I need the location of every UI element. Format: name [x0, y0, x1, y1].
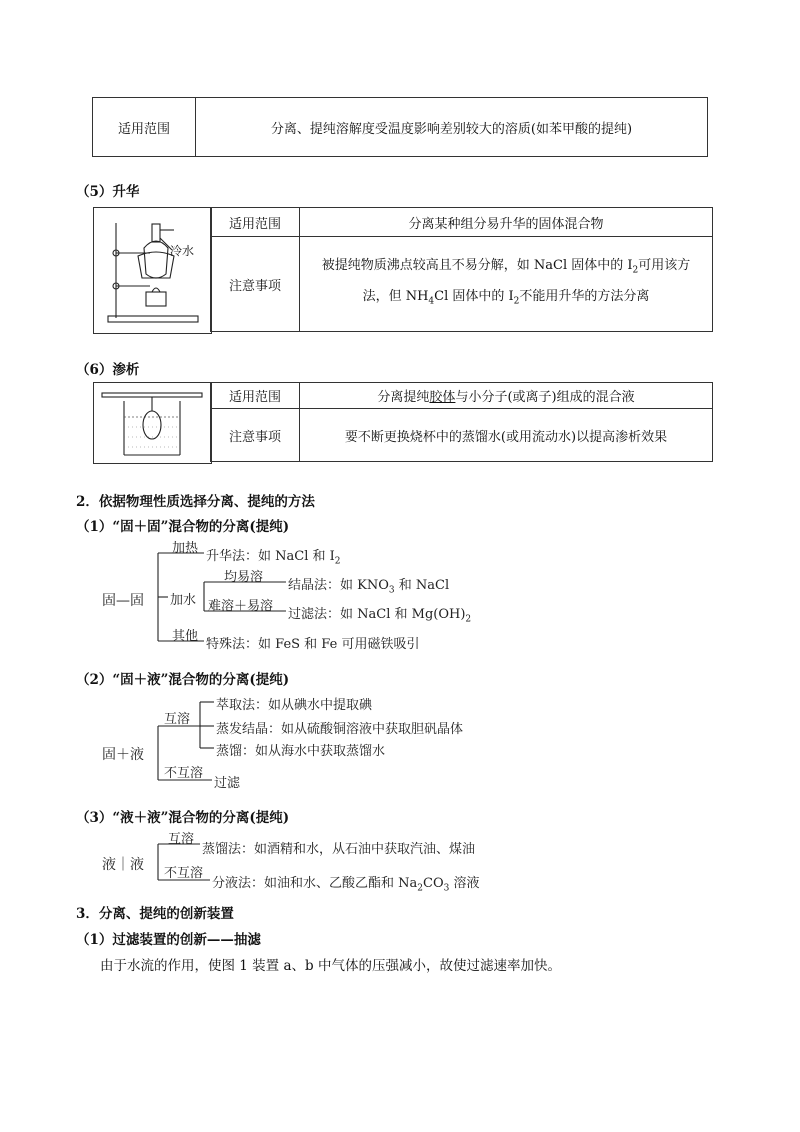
table-label-notes: 注意事项 [211, 237, 300, 332]
dialysis-apparatus-frame [93, 382, 212, 464]
table-content-notes: 要不断更换烧杯中的蒸馏水(或用流动水)以提高渗析效果 [300, 409, 713, 462]
root-solid-liquid: 固＋液 [102, 747, 144, 763]
text-distillation: 蒸馏：如从海水中获取蒸馏水 [216, 744, 386, 759]
sublimation-apparatus-icon [94, 208, 211, 333]
cond-miscible: 互溶 [164, 712, 191, 727]
cond-heat: 加热 [172, 541, 199, 556]
diagram-liquid-liquid [96, 828, 536, 894]
diagram-solid-liquid [96, 690, 536, 798]
table-label-notes: 注意事项 [211, 409, 300, 462]
table-content-scope: 分离提纯胶体与小分子(或离子)组成的混合液 [300, 383, 713, 409]
dialysis-apparatus-icon [94, 383, 211, 463]
table-label-scope: 适用范围 [211, 383, 300, 409]
root-solid-solid: 固—固 [102, 593, 144, 609]
table-content-scope: 分离某种组分易升华的固体混合物 [300, 208, 713, 237]
subheading-liquid-liquid: （3）“液＋液”混合物的分离(提纯) [76, 810, 290, 826]
cond-add-water: 加水 [170, 593, 197, 608]
text-extraction: 萃取法：如从碘水中提取碘 [216, 698, 373, 713]
text-sublimation-method: 升华法：如 NaCl 和 $I_2$ [206, 549, 341, 567]
table-content-notes: 被提纯物质沸点较高且不易分解，如 NaCl 固体中的 $I_2$可用该方 法，但 $NH_4Cl$ 固体中的 $I_2$不能用升华的方法分离 [300, 237, 713, 332]
subheading-solid-solid: （1）“固＋固”混合物的分离(提纯) [76, 519, 290, 535]
subheading-suction-filtration: （1）过滤装置的创新——抽滤 [76, 932, 261, 948]
cond-miscible: 互溶 [168, 832, 195, 847]
table-sublimation [210, 207, 713, 332]
text-evaporation-crystallization: 蒸发结晶：如从硫酸铜溶液中获取胆矾晶体 [216, 722, 464, 737]
text-crystallization-method: 结晶法：如 $KNO_3$ 和 NaCl [288, 578, 450, 596]
text-filtration-method: 过滤法：如 NaCl 和 $Mg(OH)_2$ [288, 607, 472, 625]
table-label-scope: 适用范围 [211, 208, 300, 237]
section-2-heading: 2．依据物理性质选择分离、提纯的方法 [76, 494, 315, 510]
table-content-scope: 分离、提纯溶解度受温度影响差别较大的溶质(如苯甲酸的提纯) [196, 98, 708, 157]
heading-sublimation: （5）升华 [76, 184, 140, 200]
cond-immiscible: 不互溶 [164, 766, 204, 781]
text-distillation-method: 蒸馏法：如酒精和水，从石油中获取汽油、煤油 [202, 842, 476, 857]
text-filtration: 过滤 [214, 776, 241, 791]
heading-dialysis: （6）渗析 [76, 362, 140, 378]
sublimation-apparatus-frame [93, 207, 212, 334]
section-3-heading: 3．分离、提纯的创新装置 [76, 906, 234, 922]
cold-water-label: 冷水 [170, 244, 195, 258]
paragraph-suction-filtration: 由于水流的作用，使图 1 装置 a、b 中气体的压强减小，故使过滤速率加快。 [100, 958, 561, 974]
text-special-method: 特殊法：如 FeS 和 Fe 可用磁铁吸引 [206, 637, 420, 652]
subheading-solid-liquid: （2）“固＋液”混合物的分离(提纯) [76, 672, 290, 688]
cond-immiscible: 不互溶 [164, 866, 204, 881]
table-label-scope: 适用范围 [93, 98, 196, 157]
cond-both-soluble: 均易溶 [224, 570, 264, 585]
table-dialysis [210, 382, 713, 462]
table-recrystallization [92, 97, 708, 157]
cond-insoluble-soluble: 难溶＋易溶 [208, 599, 274, 614]
diagram-solid-solid [96, 537, 536, 655]
cond-other: 其他 [172, 629, 199, 644]
root-liquid-liquid: 液｜液 [102, 857, 144, 873]
text-separatory-method: 分液法：如油和水、乙酸乙酯和 $Na_2CO_3$ 溶液 [212, 876, 480, 894]
